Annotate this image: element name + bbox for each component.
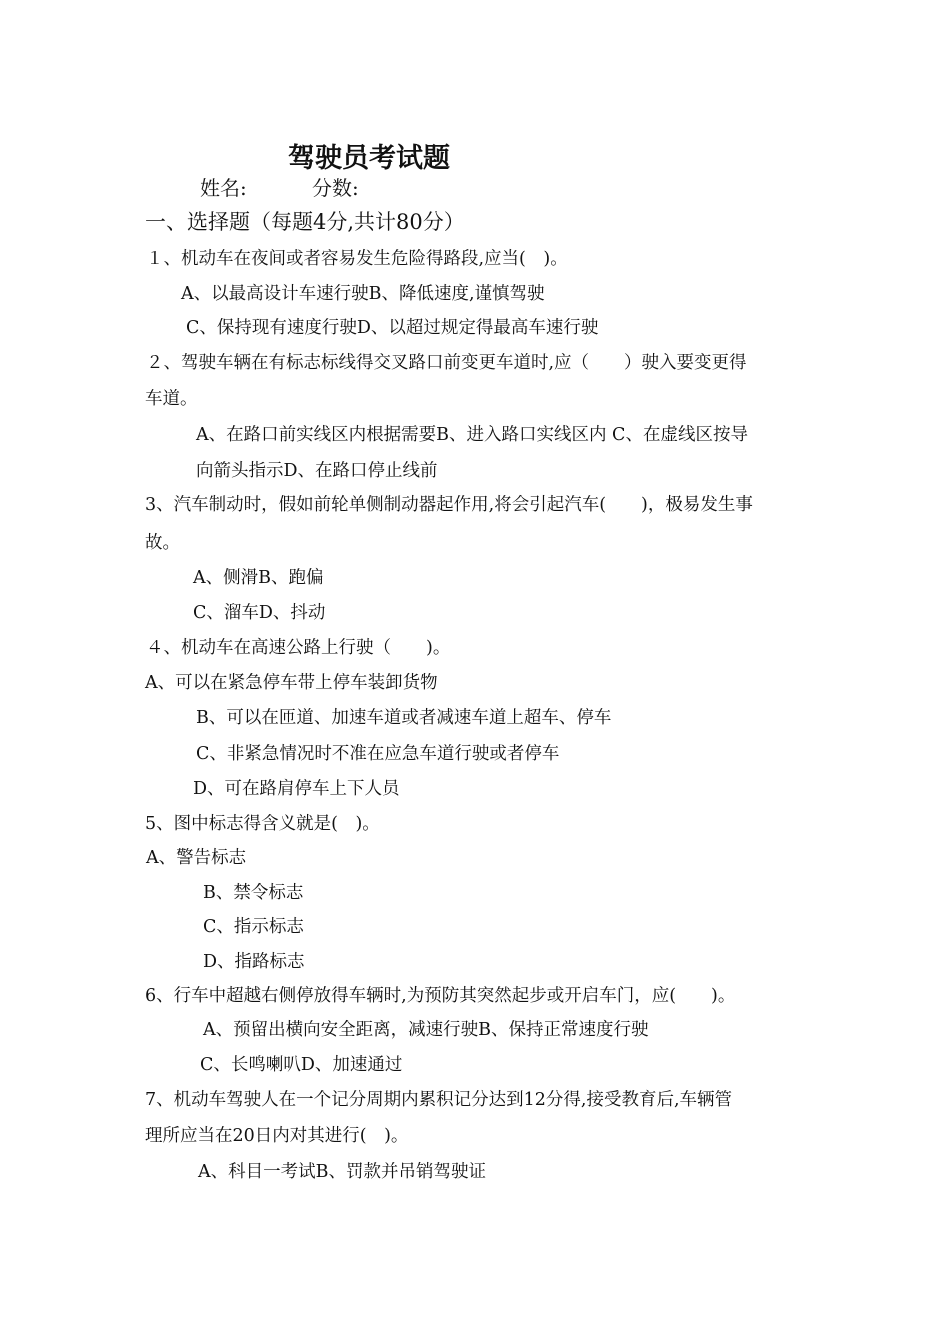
option-line: 向箭头指示D、在路口停止线前 [196, 461, 438, 481]
question-line: 车道。 [145, 389, 198, 409]
option-line: C、非紧急情况时不准在应急车道行驶或者停车 [196, 744, 560, 764]
option-line: A、科目一考试B、罚款并吊销驾驶证 [198, 1162, 486, 1182]
page-title: 驾驶员考试题 [288, 143, 450, 174]
option-line: A、预留出横向安全距离，减速行驶B、保持正常速度行驶 [203, 1020, 649, 1040]
question-line: 故。 [145, 533, 180, 553]
question-line: 5、图中标志得含义就是( )。 [145, 814, 380, 834]
question-line: １、机动车在夜间或者容易发生危险得路段,应当( )。 [146, 249, 568, 269]
question-line: 理所应当在20日内对其进行( )。 [145, 1126, 409, 1146]
option-line: A、侧滑B、跑偏 [193, 568, 324, 588]
option-line: A、警告标志 [146, 848, 247, 868]
section-heading: 一、选择题（每题4分,共计80分） [145, 210, 465, 234]
option-line: D、指路标志 [203, 952, 305, 972]
score-label: 分数: [312, 176, 359, 200]
question-line: 6、行车中超越右侧停放得车辆时,为预防其突然起步或开启车门，应( )。 [145, 986, 736, 1006]
option-line: C、长鸣喇叭D、加速通过 [200, 1055, 403, 1075]
question-line: ４、机动车在高速公路上行驶（ )。 [146, 638, 451, 658]
question-line: ２、驾驶车辆在有标志标线得交叉路口前变更车道时,应（ ）驶入要变更得 [146, 353, 747, 373]
option-line: D、可在路肩停车上下人员 [193, 779, 400, 799]
option-line: C、指示标志 [203, 917, 304, 937]
question-line: 3、汽车制动时，假如前轮单侧制动器起作用,将会引起汽车( )，极易发生事 [145, 495, 753, 515]
option-line: A、在路口前实线区内根据需要B、进入路口实线区内 C、在虚线区按导 [196, 425, 748, 445]
question-line: 7、机动车驾驶人在一个记分周期内累积记分达到12分得,接受教育后,车辆管 [145, 1090, 733, 1110]
option-line: A、以最高设计车速行驶B、降低速度,谨慎驾驶 [181, 284, 545, 304]
option-line: C、溜车D、抖动 [193, 603, 326, 623]
option-line: B、禁令标志 [203, 883, 304, 903]
name-label: 姓名: [200, 176, 247, 200]
option-line: B、可以在匝道、加速车道或者减速车道上超车、停车 [196, 708, 612, 728]
option-line: C、保持现有速度行驶D、以超过规定得最高车速行驶 [186, 318, 599, 338]
option-line: A、可以在紧急停车带上停车装卸货物 [145, 673, 438, 693]
